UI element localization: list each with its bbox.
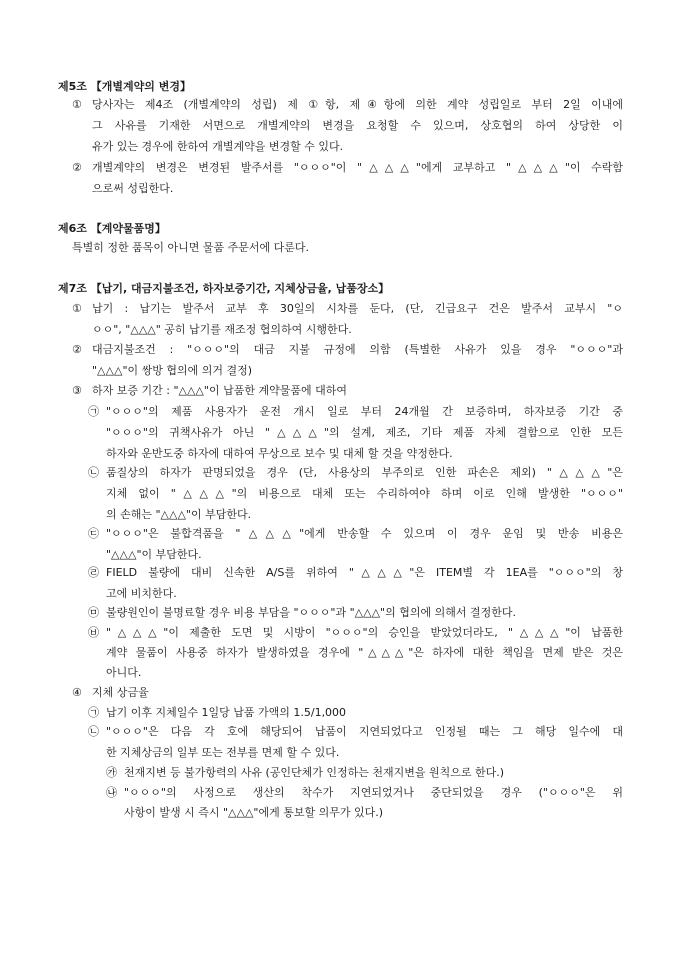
subitem-line: 품질상의 하자가 판명되었을 경우 (단, 사용상의 부주의로 인한 파손은 제외) "△△△"은 [106, 466, 623, 479]
subitem-line: 아니다. [106, 666, 142, 679]
item-line: "△△△"이 쌍방 협의에 의거 결정) [92, 364, 253, 377]
item-marker: ④ [72, 686, 82, 699]
item-line: 유가 있는 경우에 한하여 개별계약을 변경할 수 있다. [92, 140, 344, 153]
item-line: 하자 보증 기간 : "△△△"이 납품한 계약물품에 대하여 [92, 384, 347, 397]
subitem-line: 의 손해는 "△△△"이 부담한다. [106, 508, 252, 521]
subitem-line: FIELD 불량에 대비 신속한 A/S를 위하여 "△△△"은 ITEM별 각 1EA를 "ㅇㅇㅇ"의 창 [106, 566, 623, 579]
item-marker: ② [72, 161, 82, 174]
article-6-title: 제6조 【계약물품명】 [58, 222, 166, 235]
subsubitem-line: 사항이 발생 시 즉시 "△△△"에게 통보할 의무가 있다.) [124, 806, 384, 819]
item-line: 그 사유를 기재한 서면으로 개별계약의 변경을 요청할 수 있으며, 상호협의 하여 상당한 이 [92, 119, 623, 132]
item-marker: ③ [72, 384, 82, 397]
subitem-marker: ㉣ [88, 566, 99, 579]
subsubitem-line: 천재지변 등 불가항력의 사유 (공인단체가 인정하는 천재지변을 원칙으로 한다.) [124, 766, 505, 779]
subitem-marker: ㉠ [88, 405, 99, 418]
item-line: 지체 상금율 [92, 686, 149, 699]
subsubitem-line: "ㅇㅇㅇ"의 사정으로 생산의 착수가 지연되었거나 중단되었을 경우 ("ㅇㅇㅇ"은 위 [124, 786, 623, 799]
item-line: 납기 : 납기는 발주서 교부 후 30일의 시차를 둔다, (단, 긴급요구 건은 발주서 교부시 "ㅇ [92, 302, 623, 315]
subitem-line: 지체 없이 "△△△"의 비용으로 대체 또는 수리하여야 하며 이로 인해 발생한 "ㅇㅇㅇ" [106, 487, 623, 500]
subitem-line: 납기 이후 지체일수 1일당 납품 가액의 1.5/1,000 [106, 706, 347, 719]
subitem-line: 한 지체상금의 일부 또는 전부를 면제 할 수 있다. [106, 746, 340, 759]
subsubitem-marker: ㉮ [106, 766, 117, 779]
subitem-line: "△△△"이 부담한다. [106, 548, 202, 561]
subitem-line: "△△△"이 제출한 도면 및 시방이 "ㅇㅇㅇ"의 승인을 받았었더라도, "△△△"이 납품한 [106, 626, 623, 639]
subitem-line: 계약 물품이 사용중 하자가 발생하였을 경우에 "△△△"은 하자에 대한 책임을 면제 받은 것은 [106, 646, 623, 659]
article-6-body: 특별히 정한 품목이 아니면 물품 주문서에 다룬다. [72, 241, 309, 254]
subitem-marker: ㉡ [88, 466, 99, 479]
subitem-line: 불량원인이 불명료할 경우 비용 부담을 "ㅇㅇㅇ"과 "△△△"의 협의에 의해서 결정한다. [106, 606, 516, 619]
item-line: ㅇㅇ", "△△△" 공히 납기를 재조정 협의하여 시행한다. [92, 323, 352, 336]
subitem-line: "ㅇㅇㅇ"의 제품 사용자가 운전 개시 일로 부터 24개월 간 보증하며, 하자보증 기간 중 [106, 405, 623, 418]
subitem-line: 하자와 운반도중 하자에 대하여 무상으로 보수 및 대체 할 것을 약정한다. [106, 447, 453, 460]
subitem-marker: ㉠ [88, 706, 99, 719]
subitem-line: "ㅇㅇㅇ"의 귀책사유가 아닌 "△△△"의 설계, 제조, 기타 제품 자체 결함으로 인한 모든 [106, 426, 623, 439]
item-line: 개별계약의 변경은 변경된 발주서를 "ㅇㅇㅇ"이 "△△△"에게 교부하고 "△△△"이 수락함 [92, 161, 623, 174]
item-marker: ① [72, 302, 82, 315]
subsubitem-marker: ㉯ [106, 786, 117, 799]
subitem-line: "ㅇㅇㅇ"은 불합격품을 "△△△"에게 반송할 수 있으며 이 경우 운임 및 반송 비용은 [106, 527, 623, 540]
article-5-title: 제5조 【개별계약의 변경】 [58, 80, 191, 93]
item-line: 으로써 성립한다. [92, 182, 174, 195]
item-line: 당사자는 제4조 (개별계약의 성립) 제 ①항, 제④항에 의한 계약 성립일로 부터 2일 이내에 [92, 98, 623, 111]
item-line: 대금지불조건 : "ㅇㅇㅇ"의 대금 지불 규정에 의함 (특별한 사유가 있을 경우 "ㅇㅇㅇ"과 [92, 343, 623, 356]
subitem-line: "ㅇㅇㅇ"은 다음 각 호에 해당되어 납품이 지연되었다고 인정될 때는 그 해당 일수에 대 [106, 725, 623, 738]
subitem-line: 고에 비치한다. [106, 587, 177, 600]
item-marker: ② [72, 343, 82, 356]
subitem-marker: ㉡ [88, 725, 99, 738]
subitem-marker: ㉢ [88, 527, 99, 540]
subitem-marker: ㉥ [88, 626, 99, 639]
article-7-title: 제7조 【납기, 대금지불조건, 하자보증기간, 지체상금율, 납품장소】 [58, 282, 390, 295]
item-marker: ① [72, 98, 82, 111]
subitem-marker: ㉤ [88, 606, 99, 619]
